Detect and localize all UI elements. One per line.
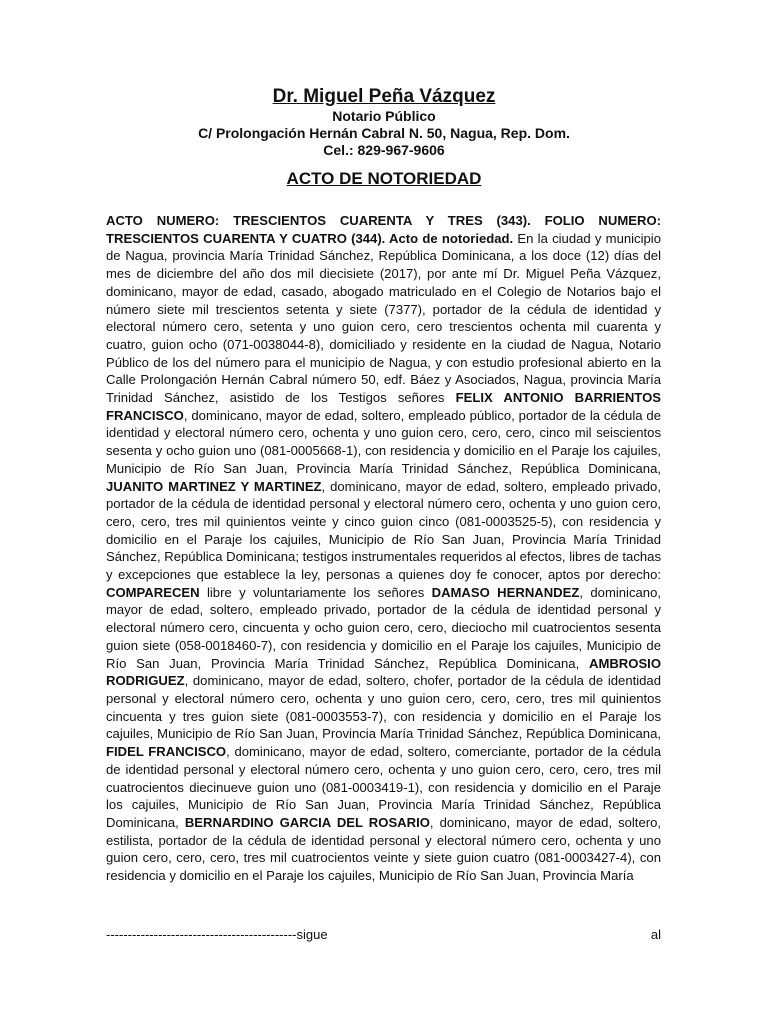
notary-name: Dr. Miguel Peña Vázquez — [272, 86, 496, 107]
body-text-segment: , dominicano, mayor de edad, soltero, comerciante, portador de la cédula de identidad personal y electoral número cero, ochenta y uno guion cero, cero, cero, tres mil cuatrocientos diecinueve guion uno (081-0003419-1), con residencia y domicilio en el Paraje los cajuiles, Municipio de Río San Juan, Provincia María Trinidad Sánchez, República Dominicana, — [106, 744, 661, 830]
body-text-segment: libre y voluntariamente los señores — [199, 584, 432, 600]
appearing-party-name: DAMASO HERNANDEZ — [431, 584, 580, 600]
continuation-marker: --------------------------------------------sigue — [106, 927, 328, 942]
appearing-party-name: AMBROSIO RODRIGUEZ — [106, 655, 661, 689]
document-body — [106, 212, 661, 885]
comparecen-keyword: COMPARECEN — [106, 584, 200, 600]
notary-role: Notario Público — [332, 108, 436, 124]
body-text-segment: , dominicano, mayor de edad, soltero, empleado privado, portador de la cédula de identidad personal y electoral número cero, ochenta y uno guion cero, cero, cero, tres mil quinientos veinte y cinco guion cinco (081-0003525-5), con residencia y domicilio en el Paraje los cajuiles, Municipio de Río San Juan, Provincia María Trinidad Sánchez, República Dominicana; testigos instrumentales requeridos al efectos, libres de tachas y excepciones que establece la ley, personas a quienes doy fe conocer, aptos por derecho: — [106, 478, 661, 583]
appearing-party-name: BERNARDINO GARCIA DEL ROSARIO — [184, 814, 430, 830]
body-text-segment: , dominicano, mayor de edad, soltero, empleado privado, portador de la cédula de identidad personal y electoral número cero, cincuenta y ocho guion cero, cero, dieciocho mil cuatrocientos sesenta guion siete (058-0018460-7), con residencia y domicilio en el Paraje los cajuiles, Municipio de Río San Juan, Provincia María Trinidad Sánchez, República Dominicana, — [106, 584, 661, 671]
continuation-line — [106, 926, 661, 943]
body-text-segment: En la ciudad y municipio de Nagua, provincia María Trinidad Sánchez, República Dominicana, a los doce (12) días del mes de diciembre del año dos mil diecisiete (2017), por ante mí Dr. Miguel Peña Vázquez, dominicano, mayor de edad, casado, abogado matriculado en el Colegio de Notarios bajo el número siete mil trescientos setenta y siete (7377), portador de la cédula de identidad y electoral número cero, setenta y uno guion cero, cero trescientos ochenta mil cuarenta y cuatro, guion ocho (071-0038044-8), domiciliado y residente en la ciudad de Nagua, Notario Público de los del número para el municipio de Nagua, y con estudio profesional abierto en la Calle Prolongación Hernán Cabral número 50, edf. Báez y Asociados, Nagua, provincia María Trinidad Sánchez, asistido de los Testigos señores — [106, 230, 661, 406]
act-heading: ACTO NUMERO: TRESCIENTOS CUARENTA Y TRES (343). FOLIO NUMERO: TRESCIENTOS CUARENTA Y CUATRO (344). Acto de notoriedad. — [106, 213, 661, 246]
appearing-party-name: FIDEL FRANCISCO — [106, 744, 227, 760]
document-title: ACTO DE NOTORIEDAD — [286, 169, 482, 188]
continuation-end: al — [650, 927, 661, 942]
notary-address: C/ Prolongación Hernán Cabral N. 50, Nagua, Rep. Dom. — [198, 125, 570, 141]
witness-name: JUANITO MARTINEZ Y MARTINEZ — [106, 478, 322, 494]
body-text-segment: , dominicano, mayor de edad, soltero, estilista, portador de la cédula de identidad personal y electoral número cero, ochenta y uno guion cero, cero, cero, tres mil cuatrocientos veinte y siete guion cuatro (081-0003427-4), con residencia y domicilio en el Paraje los cajuiles, Municipio de Río San Juan, Provincia María — [106, 814, 662, 884]
body-text-segment: , dominicano, mayor de edad, soltero, empleado público, portador de la cédula de identidad y electoral número cero, ochenta y uno guion cero, cero, cero, cinco mil seiscientos sesenta y ocho guion uno (081-0005668-1), con residencia y domicilio en el Paraje los cajuiles, Municipio de Río San Juan, Provincia María Trinidad Sánchez, República Dominicana, — [106, 407, 661, 476]
letterhead — [0, 86, 768, 159]
witness-name: FELIX ANTONIO BARRIENTOS FRANCISCO — [106, 390, 661, 423]
body-text-segment: , dominicano, mayor de edad, soltero, chofer, portador de la cédula de identidad personal y electoral número cero, ochenta y uno guion cero, cero, cero, tres mil quinientos cincuenta y tres guion siete (081-0003553-7), con residencia y domicilio en el Paraje los cajuiles, Municipio de Río San Juan, Provincia María Trinidad Sánchez, República Dominicana, — [106, 673, 661, 742]
notary-phone: Cel.: 829-967-9606 — [323, 142, 445, 158]
